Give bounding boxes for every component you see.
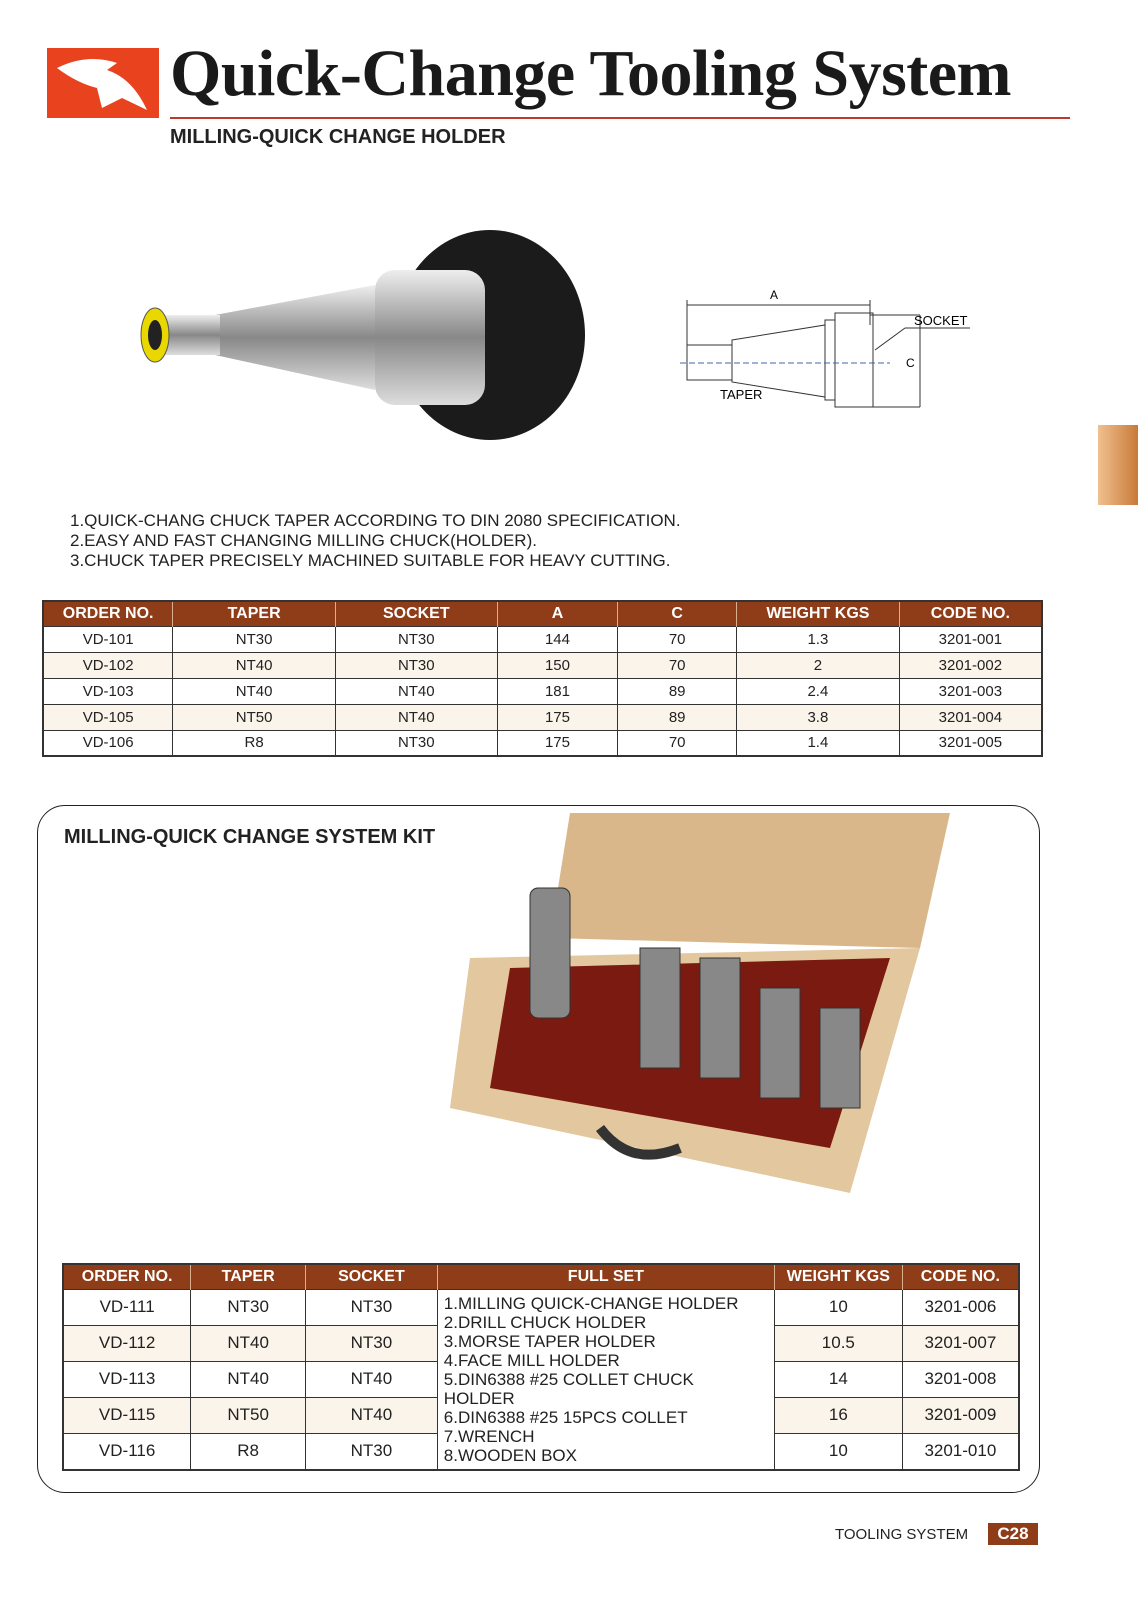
table-cell: VD-102 [43,652,173,678]
column-header: TAPER [191,1264,306,1289]
feature-list [70,511,681,571]
column-header: SOCKET [335,601,497,626]
full-set-item: 3.MORSE TAPER HOLDER [443,1331,656,1351]
table-cell: NT50 [191,1397,306,1433]
column-header: A [497,601,618,626]
feature-item: 3.CHUCK TAPER PRECISELY MACHINED SUITABLE FOR HEAVY CUTTING. [70,551,671,570]
table-cell: 89 [618,704,737,730]
full-set-item: 7.WRENCH [443,1426,535,1446]
table-cell: 175 [497,704,618,730]
column-header: ORDER NO. [63,1264,191,1289]
eagle-logo [47,48,159,118]
column-header: CODE NO. [902,1264,1019,1289]
table-cell: NT30 [306,1289,438,1325]
table-cell: NT40 [306,1361,438,1397]
page-number-badge: C28 [988,1523,1038,1545]
full-set-item: 1.MILLING QUICK-CHANGE HOLDER [443,1293,739,1313]
table-cell: R8 [173,730,336,756]
table-row [43,704,1042,730]
table-cell: 181 [497,678,618,704]
section-subtitle: MILLING-QUICK CHANGE HOLDER [170,126,506,148]
dimension-a-label: A [770,288,779,302]
table-cell: NT30 [335,730,497,756]
column-header: SOCKET [306,1264,438,1289]
table-cell: VD-111 [63,1289,191,1325]
full-set-cell [437,1289,774,1470]
quick-change-holder-photo [135,230,605,445]
table-cell: VD-113 [63,1361,191,1397]
table-cell: 10.5 [774,1325,902,1361]
table-cell: VD-112 [63,1325,191,1361]
footer-section-label: TOOLING SYSTEM [835,1526,969,1543]
full-set-item: 4.FACE MILL HOLDER [443,1350,620,1370]
table-cell: NT30 [335,652,497,678]
page-title: Quick-Change Tooling System [170,37,1012,110]
column-header: FULL SET [437,1264,774,1289]
table-cell: NT40 [173,678,336,704]
table-cell: NT40 [306,1397,438,1433]
holder-spec-table [42,600,1043,757]
column-header: CODE NO. [899,601,1042,626]
table-cell: 1.3 [737,626,900,652]
table-cell: VD-103 [43,678,173,704]
table-cell: VD-106 [43,730,173,756]
title-underline [170,117,1070,119]
table-cell: 10 [774,1433,902,1469]
table-cell: NT40 [191,1325,306,1361]
kit-wooden-box-photo [450,808,955,1198]
table-cell: 14 [774,1361,902,1397]
full-set-item: 6.DIN6388 #25 15PCS COLLET [443,1407,688,1427]
feature-item: 2.EASY AND FAST CHANGING MILLING CHUCK(HOLDER). [70,531,537,550]
table-cell: 150 [497,652,618,678]
table-cell: 10 [774,1289,902,1325]
table-cell: 1.4 [737,730,900,756]
column-header: WEIGHT KGS [774,1264,902,1289]
table-cell: NT30 [335,626,497,652]
table-row [43,626,1042,652]
full-set-item: 5.DIN6388 #25 COLLET CHUCK HOLDER [443,1369,694,1408]
section-side-tab [1098,425,1138,505]
table-cell: 70 [618,730,737,756]
taper-label: TAPER [720,387,763,402]
column-header: ORDER NO. [43,601,173,626]
table-cell: 3201-004 [899,704,1042,730]
table-row [43,652,1042,678]
column-header: WEIGHT KGS [737,601,900,626]
table-cell: NT40 [335,704,497,730]
table-cell: R8 [191,1433,306,1469]
table-cell: 3201-008 [902,1361,1019,1397]
full-set-item: 8.WOODEN BOX [443,1445,577,1465]
table-cell: 2 [737,652,900,678]
table-cell: VD-101 [43,626,173,652]
table-row [43,730,1042,756]
table-cell: 3201-005 [899,730,1042,756]
table-cell: NT40 [173,652,336,678]
table-cell: 3201-002 [899,652,1042,678]
table-cell: VD-116 [63,1433,191,1469]
table-cell: 3.8 [737,704,900,730]
dimension-c-label: C [906,356,915,370]
table-cell: 3201-003 [899,678,1042,704]
table-cell: 89 [618,678,737,704]
table-cell: 3201-001 [899,626,1042,652]
dimension-diagram [680,285,980,410]
table-cell: NT30 [173,626,336,652]
kit-title: MILLING-QUICK CHANGE SYSTEM KIT [64,826,436,848]
table-cell: NT30 [306,1325,438,1361]
table-row [43,678,1042,704]
table-cell: NT40 [191,1361,306,1397]
feature-item: 1.QUICK-CHANG CHUCK TAPER ACCORDING TO DIN 2080 SPECIFICATION. [70,511,681,530]
column-header: C [618,601,737,626]
column-header: TAPER [173,601,336,626]
table-cell: NT30 [306,1433,438,1469]
table-cell: NT30 [191,1289,306,1325]
table-cell: 175 [497,730,618,756]
full-set-item: 2.DRILL CHUCK HOLDER [443,1312,647,1332]
table-cell: NT40 [335,678,497,704]
table-cell: 3201-006 [902,1289,1019,1325]
table-cell: VD-115 [63,1397,191,1433]
table-cell: 2.4 [737,678,900,704]
table-cell: 16 [774,1397,902,1433]
table-cell: 3201-009 [902,1397,1019,1433]
table-cell: 3201-010 [902,1433,1019,1469]
table-row [63,1289,1019,1325]
kit-spec-table [62,1263,1020,1471]
table-cell: 144 [497,626,618,652]
table-cell: VD-105 [43,704,173,730]
table-cell: 3201-007 [902,1325,1019,1361]
table-cell: 70 [618,626,737,652]
socket-label: SOCKET [914,313,968,328]
table-cell: 70 [618,652,737,678]
table-cell: NT50 [173,704,336,730]
